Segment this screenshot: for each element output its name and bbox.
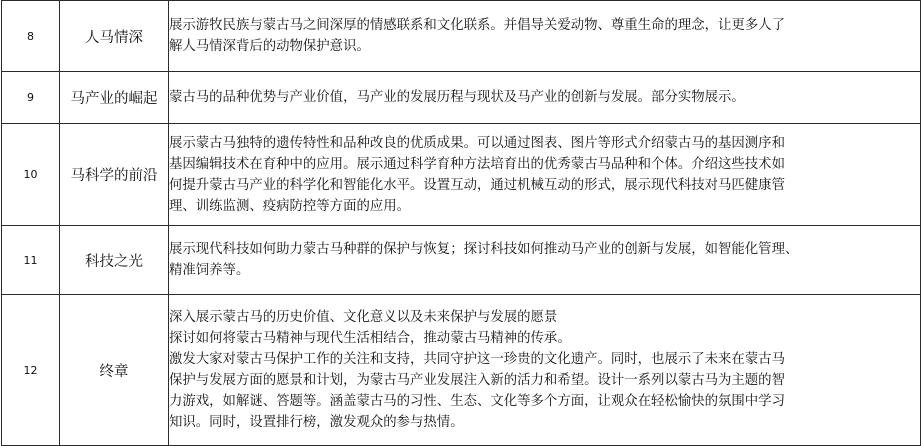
section-title: 科技之光: [60, 226, 169, 295]
section-title: 人马情深: [60, 1, 169, 72]
description-line: 展示现代科技如何助力蒙古马种群的保护与恢复；探讨科技如何推动马产业的创新与发展，如智能化管理、: [169, 242, 799, 257]
row-number: 11: [2, 226, 60, 295]
row-number: 9: [2, 72, 60, 124]
description-line: 理、训练监测、疫病防控等方面的应用。: [169, 198, 411, 214]
section-description: [169, 295, 921, 446]
section-title: 马科学的前沿: [60, 124, 169, 226]
description-line: 蒙古马的品种优势与产业价值，马产业的发展历程与现状及马产业的创新与发展。部分实物展示。: [169, 90, 745, 105]
description-line: 何提升蒙古马产业的科学化和智能化水平。设置互动，通过机械互动的形式，展示现代科技对马匹健康管: [169, 177, 785, 193]
description-line: 探讨如何将蒙古马精神与现代生活相结合，推动蒙古马精神的传承。: [169, 331, 571, 346]
section-title: 马产业的崛起: [60, 72, 169, 124]
section-description: [169, 226, 921, 295]
description-line: 基因编辑技术在育种中的应用。展示通过科学育种方法培育出的优秀蒙古马品种和个体。介绍这些技术如: [169, 156, 785, 172]
section-title: 终章: [60, 295, 169, 446]
table-row: [2, 1, 921, 72]
description-line: 解人马情深背后的动物保护意识。: [169, 39, 370, 54]
row-number: 8: [2, 1, 60, 72]
section-description: [169, 1, 921, 72]
description-line: 知识。同时，设置排行榜，激发观众的参与热情。: [169, 415, 464, 430]
description-line: 展示游牧民族与蒙古马之间深厚的情感联系和文化联系。并倡导关爱动物、尊重生命的理念，让更多人了: [169, 18, 785, 33]
row-number: 12: [2, 295, 60, 446]
section-description: [169, 72, 921, 124]
description-line: 保护与发展方面的愿景和计划，为蒙古马产业发展注入新的活力和希望。设计一系列以蒙古马为主题的智: [169, 373, 785, 388]
description-line: 深入展示蒙古马的历史价值、文化意义以及未来保护与发展的愿景: [169, 310, 558, 325]
table-row: [2, 72, 921, 124]
table-row: [2, 124, 921, 226]
description-line: 力游戏，如解谜、答题等。涵盖蒙古马的习性、生态、文化等多个方面，让观众在轻松愉快的氛围中学习: [169, 394, 785, 409]
description-line: 激发大家对蒙古马保护工作的关注和支持，共同守护这一珍贵的文化遗产。同时，也展示了未来在蒙古马: [169, 352, 785, 367]
table-row: [2, 295, 921, 446]
description-line: 展示蒙古马独特的遗传特性和品种改良的优质成果。可以通过图表、图片等形式介绍蒙古马的基因测序和: [169, 135, 785, 151]
section-description: [169, 124, 921, 226]
table-row: [2, 226, 921, 295]
exhibit-table: [1, 0, 921, 446]
description-line: 精准饲养等。: [169, 263, 250, 278]
row-number: 10: [2, 124, 60, 226]
